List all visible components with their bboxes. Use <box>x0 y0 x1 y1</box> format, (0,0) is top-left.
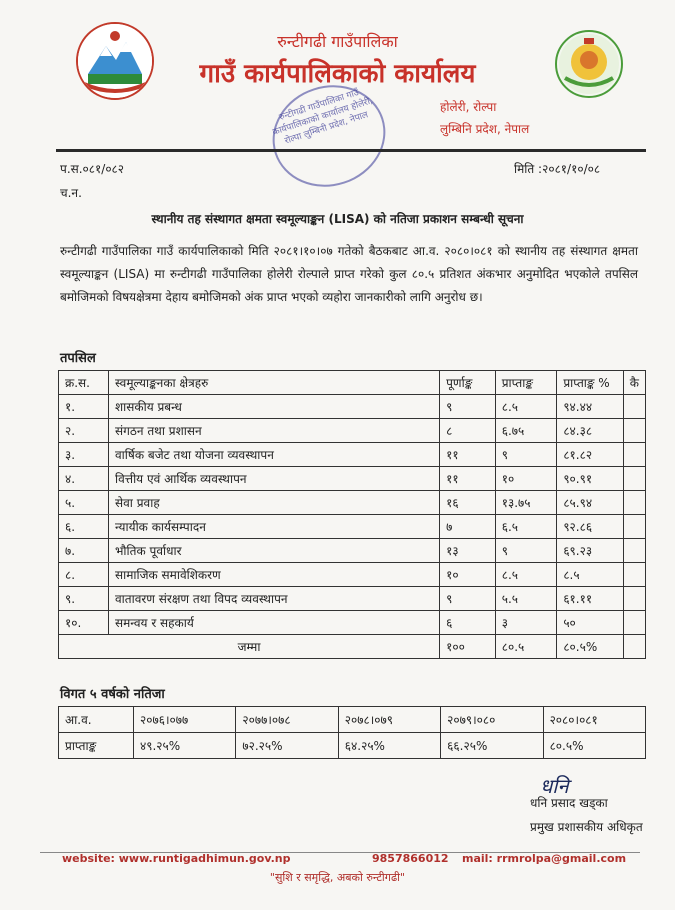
address-line-1: होलेरी, रोल्पा <box>440 100 497 114</box>
history-table <box>58 706 646 759</box>
row-serial: १. <box>59 395 109 419</box>
row-serial: ८. <box>59 563 109 587</box>
office-name: रुन्टीगढी गाउँपालिका <box>277 32 398 51</box>
table-row <box>59 563 646 587</box>
row-area: वार्षिक बजेट तथा योजना व्यवस्थापन <box>109 443 440 467</box>
table-row <box>59 467 646 491</box>
footer-slogan: "सुशि र समृद्धि, अबको रुन्टीगढी" <box>269 871 406 884</box>
row-percent: ५० <box>557 611 623 635</box>
details-heading: तपसिल <box>60 351 96 366</box>
footer-phone: 9857866012 <box>372 852 449 865</box>
row-percent: ६१.११ <box>557 587 623 611</box>
row-obtained: ६.५ <box>495 515 557 539</box>
row-full-marks: १० <box>440 563 496 587</box>
row-obtained: ३ <box>495 611 557 635</box>
row-full-marks: १३ <box>440 539 496 563</box>
history-score-label: प्राप्ताङ्क <box>59 733 134 759</box>
row-obtained: ८.५ <box>495 563 557 587</box>
row-obtained: ८.५ <box>495 395 557 419</box>
signatory-designation: प्रमुख प्रशासकीय अधिकृत <box>530 820 643 834</box>
total-percent: ८०.५% <box>557 635 623 659</box>
history-score: ४९.२५% <box>134 733 236 759</box>
row-percent: ८५.९४ <box>557 491 623 515</box>
history-score-row <box>59 733 646 759</box>
results-header-row <box>59 371 646 395</box>
results-table <box>58 370 646 659</box>
table-row <box>59 539 646 563</box>
row-area: वातावरण संरक्षण तथा विपद व्यवस्थापन <box>109 587 440 611</box>
row-full-marks: ९ <box>440 395 496 419</box>
row-remarks <box>623 467 645 491</box>
col-area: स्वमूल्याङ्कनका क्षेत्रहरु <box>109 371 440 395</box>
letter-subject: स्थानीय तह संस्थागत क्षमता स्वमूल्याङ्कन (LISA) को नतिजा प्रकाशन सम्बन्धी सूचना <box>151 212 524 226</box>
dispatch-number: च.न. <box>60 186 82 200</box>
row-remarks <box>623 611 645 635</box>
row-full-marks: ८ <box>440 419 496 443</box>
history-heading: विगत ५ वर्षको नतिजा <box>60 687 165 702</box>
row-percent: ८४.३८ <box>557 419 623 443</box>
office-stamp <box>259 71 398 201</box>
row-percent: ८१.८२ <box>557 443 623 467</box>
row-area: न्यायीक कार्यसम्पादन <box>109 515 440 539</box>
letter-date: मिति :२०८१/१०/०८ <box>514 162 601 176</box>
history-year-row <box>59 707 646 733</box>
row-full-marks: ६ <box>440 611 496 635</box>
row-percent: ६९.२३ <box>557 539 623 563</box>
history-year: २०७७।०७८ <box>236 707 338 733</box>
row-obtained: ९ <box>495 539 557 563</box>
signatory-name: धनि प्रसाद खड्का <box>530 796 608 810</box>
row-serial: २. <box>59 419 109 443</box>
col-obtained: प्राप्ताङ्क <box>495 371 557 395</box>
row-remarks <box>623 419 645 443</box>
signature-mark: धनि <box>540 774 569 798</box>
row-full-marks: १६ <box>440 491 496 515</box>
history-score: ८०.५% <box>543 733 645 759</box>
reference-number: प.स.०८१/०८२ <box>60 162 125 176</box>
row-serial: ९. <box>59 587 109 611</box>
stamp-text: रुन्टीगढी गाउँपालिका गाउँ कार्यपालिकाको कार्यालय होलेरी, रोल्पा लुम्बिनी प्रदेश, नेपाल <box>271 87 375 147</box>
row-area: सामाजिक समावेशिकरण <box>109 563 440 587</box>
table-row <box>59 515 646 539</box>
footer-website: website: www.runtigadhimun.gov.np <box>62 852 291 865</box>
row-obtained: १० <box>495 467 557 491</box>
history-year: २०७८।०७९ <box>338 707 440 733</box>
row-remarks <box>623 563 645 587</box>
row-area: शासकीय प्रबन्ध <box>109 395 440 419</box>
row-serial: १०. <box>59 611 109 635</box>
table-row <box>59 611 646 635</box>
row-obtained: ९ <box>495 443 557 467</box>
footer-mail: mail: rrmrolpa@gmail.com <box>462 852 627 865</box>
row-percent: ९४.४४ <box>557 395 623 419</box>
row-area: भौतिक पूर्वाधार <box>109 539 440 563</box>
row-full-marks: ११ <box>440 443 496 467</box>
table-row <box>59 587 646 611</box>
col-full-marks: पूर्णाङ्क <box>440 371 496 395</box>
row-area: सेवा प्रवाह <box>109 491 440 515</box>
letter-body: रुन्टीगढी गाउँपालिका गाउँ कार्यपालिकाको मिति २०८१।१०।०७ गतेको बैठकबाट आ.व. २०८०।०८१ को स्थानीय तह संस्थागत क्षमता स्वमूल्याङ्कन (LISA) मा रुन्टीगढी गाउँपालिका होलेरी रोल्पाले प्राप्त गरेको कुल ८०.५ प्रतिशत अंकभार अनुमोदित भएकोले तपसिल बमोजिमको विषयक्षेत्रमा देहाय बमोजिमको अंक प्राप्त भएको व्यहोरा जानकारीको लागि अनुरोध छ। <box>60 244 638 304</box>
row-serial: ३. <box>59 443 109 467</box>
row-serial: ५. <box>59 491 109 515</box>
col-percent: प्राप्ताङ्क % <box>557 371 623 395</box>
history-year-label: आ.व. <box>59 707 134 733</box>
total-remarks <box>623 635 645 659</box>
history-score: ७२.२५% <box>236 733 338 759</box>
history-year: २०८०।०८१ <box>543 707 645 733</box>
history-year: २०७९।०८० <box>441 707 543 733</box>
row-percent: ९२.८६ <box>557 515 623 539</box>
row-serial: ६. <box>59 515 109 539</box>
row-percent: ९०.९१ <box>557 467 623 491</box>
results-total-row <box>59 635 646 659</box>
row-remarks <box>623 443 645 467</box>
row-remarks <box>623 515 645 539</box>
row-full-marks: ७ <box>440 515 496 539</box>
table-row <box>59 491 646 515</box>
row-obtained: १३.७५ <box>495 491 557 515</box>
row-area: संगठन तथा प्रशासन <box>109 419 440 443</box>
row-obtained: ५.५ <box>495 587 557 611</box>
row-area: समन्वय र सहकार्य <box>109 611 440 635</box>
total-obtained: ८०.५ <box>495 635 557 659</box>
address-line-2: लुम्बिनि प्रदेश, नेपाल <box>440 122 530 136</box>
history-year: २०७६।०७७ <box>134 707 236 733</box>
row-serial: ७. <box>59 539 109 563</box>
row-remarks <box>623 395 645 419</box>
col-remarks: कै <box>623 371 645 395</box>
row-remarks <box>623 539 645 563</box>
history-score: ६४.२५% <box>338 733 440 759</box>
history-score: ६६.२५% <box>441 733 543 759</box>
row-area: वित्तीय एवं आर्थिक व्यवस्थापन <box>109 467 440 491</box>
total-full: १०० <box>440 635 496 659</box>
header-rule <box>56 149 646 152</box>
row-percent: ८.५ <box>557 563 623 587</box>
row-full-marks: ९ <box>440 587 496 611</box>
total-label: जम्मा <box>59 635 440 659</box>
col-serial: क्र.स. <box>59 371 109 395</box>
office-address <box>440 96 529 140</box>
table-row <box>59 419 646 443</box>
row-remarks <box>623 491 645 515</box>
letterhead-title: गाउँ कार्यपालिकाको कार्यालय <box>199 59 476 89</box>
table-row <box>59 395 646 419</box>
row-remarks <box>623 587 645 611</box>
row-full-marks: ११ <box>440 467 496 491</box>
table-row <box>59 443 646 467</box>
row-obtained: ६.७५ <box>495 419 557 443</box>
row-serial: ४. <box>59 467 109 491</box>
